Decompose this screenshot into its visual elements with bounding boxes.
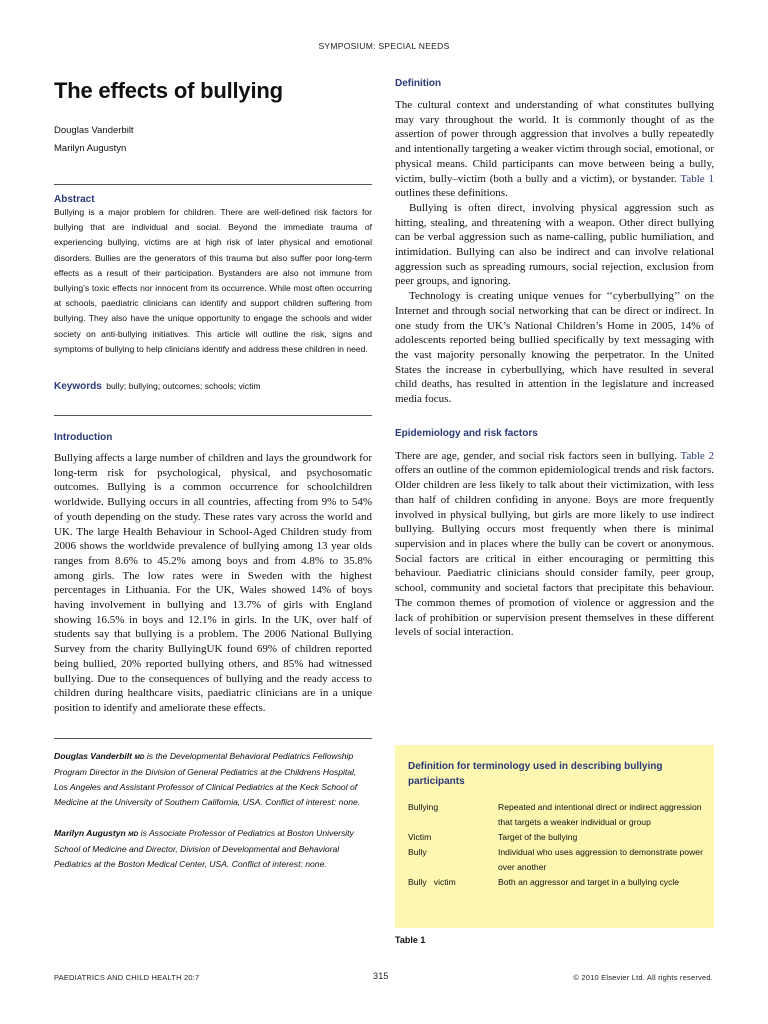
table-row [408, 875, 704, 890]
bio-degree: MD [134, 753, 145, 761]
paragraph: Technology is creating unique venues for ‘‘cyberbullying’’ on the Internet and through social networking that can be direct or indirect. In one study from the UK’s National Children’s Home in 2005, 14% of adolescents reported being bullied specifically by text messaging with the vast majority personally knowing the perpetrator. In the United States the increase in cyberbullying, which have resulted in several child deaths, has resulted in attention in the legislature and increased media focus. [395, 290, 714, 406]
table-term: Bully [408, 847, 427, 857]
table1-link[interactable]: Table 1 [680, 172, 714, 185]
table-row [408, 800, 704, 830]
left-column [54, 74, 372, 872]
table-1 [395, 745, 714, 928]
author-name: Douglas Vanderbilt [54, 125, 134, 136]
author-list [54, 122, 372, 158]
paragraph-text: There are age, gender, and social risk factors seen in bullying. [395, 449, 677, 462]
divider [54, 184, 372, 185]
article-title: The effects of bullying [54, 78, 283, 103]
table-definition: Target of the bullying [498, 832, 578, 842]
definition-heading: Definition [395, 78, 442, 89]
epidemiology-text [395, 449, 714, 640]
paragraph-text: The cultural context and understanding of what constitutes bullying may vary throughout the world. It is commonly thought of as the assertion of power through aggression that involves a bully repeatedly and intentionally targeting a weaker victim through social, emotional, or physical means. Child participants can move between being a bully, victim, bully–victim (both a bully and a victim), or bystander. [395, 99, 714, 185]
footer-copyright: © 2010 Elsevier Ltd. All rights reserved. [573, 973, 713, 982]
author-name: Marilyn Augustyn [54, 143, 127, 154]
bio-text: is Associate Professor of Pediatrics at Boston University School of Medicine and Director, Division of Developmental and Behavioral Pediatrics at the Boston Medical Center, USA. Conflict of interest: none. [54, 827, 354, 869]
paragraph [395, 449, 714, 640]
running-header: SYMPOSIUM: SPECIAL NEEDS [318, 41, 450, 51]
definition-text [395, 98, 714, 407]
bio-name: Douglas Vanderbilt [54, 750, 132, 761]
introduction-heading: Introduction [54, 432, 113, 444]
right-column [395, 74, 714, 640]
table-term: Victim [408, 832, 432, 842]
table-definition: Individual who uses aggression to demonstrate power over another [498, 847, 703, 872]
author-bio [54, 749, 372, 811]
introduction-text: Bullying affects a large number of children and lays the groundwork for long-term risk for psychological, physical, and psychosomatic outcomes. Bullying is a common occurrence for schoolchildren worldwide. Bullying occurs in all countries, affecting from 9% to 54% of youth depending on the study. These rates vary across the world and UK. The large Health Behaviour in School-Aged Children study from 2006 shows the worldwide prevalence of bullying among 13 year olds ranges from 8.6% to 45.2% among boys and from 4.8% to 35.8% among girls. The low rates were in Sweden with the highest percentages in Lithuania. For the UK, Wales showed 14% of boys having involvement in bullying and 13.7% of girls with England showing 16.5% in boys and 12.1% in girls. In the UK, over half of students say that bullying is a problem. The 2006 National Bullying Survey from the charity BullyingUK found 69% of children reported being bullied, 20% reported bullying others, and 85% had witnessed bullying. Due to the consequences of bullying and the ready access to children during healthcare visits, paediatric clinicians are in a unique position to identify and ameliorate these effects. [54, 452, 372, 714]
page-number: 315 [373, 971, 389, 981]
author-bio [54, 826, 372, 873]
abstract-text: Bullying is a major problem for children. There are well-defined risk factors for bullying that are individual and social. Beyond the immediate trauma of experiencing bullying, victims are at high risk of later physical and emotional disorders. Bullies are the generators of this trauma but also suffer poor long-term effects as a result of their participation. Bystanders are also not immune from bullying’s toxic effects nor innocent from its occurrence. While most often occurring at schools, paediatric clinicians can identify and support children suffering from bullying. They also have the unique opportunity to engage the schools and wider society on anti-bullying initiatives. This article will outline the risk, signs and symptoms of bullying to help clinicians identify and address these children in need. [54, 207, 372, 354]
paragraph: Bullying is often direct, involving physical aggression such as hitting, stealing, and threatening with a weapon. Other direct bullying can be verbal aggression such as name-calling, public humiliation, and intimidation. Bullying can also be indirect and can involve relational aggression such as spreading rumours, social rejection, exclusion from peer groups, and ignoring. [395, 201, 714, 288]
epidemiology-heading: Epidemiology and risk factors [395, 427, 538, 439]
divider [54, 738, 372, 739]
paragraph [395, 98, 714, 201]
table-term: Bullying [408, 802, 439, 812]
table2-link[interactable]: Table 2 [680, 449, 714, 462]
table-caption: Table 1 [395, 935, 426, 945]
divider [54, 415, 372, 416]
table-definition: Repeated and intentional direct or indirect aggression that targets a weaker individual or group [498, 802, 702, 827]
table-body [408, 800, 704, 890]
table-term: Bully victim [408, 877, 456, 887]
keywords-label: Keywords [54, 381, 102, 393]
table-row [408, 830, 704, 845]
paragraph-text: outlines these definitions. [395, 187, 508, 200]
table-title: Definition for terminology used in describing bullying participants [408, 761, 663, 787]
footer-journal: PAEDIATRICS AND CHILD HEALTH 20:7 [54, 973, 200, 982]
bio-text: is the Developmental Behavioral Pediatrics Fellowship Program Director in the Division of General Pediatrics at the Childrens Hospital, Los Angeles and Assistant Professor of Clinical Pediatrics at the Keck School of Medicine at the University of Southern California, USA. Conflict of interest: none. [54, 750, 361, 808]
keywords-text: bully; bullying; outcomes; schools; victim [106, 381, 261, 392]
paragraph-text: offers an outline of the common epidemiological trends and risk factors. Older children are less likely to talk about their victimization, with less than half of children confiding in anyone. Boys are more frequently involved in physical bullying, but girls are more likely to use indirect bullying. Bullying occurs most frequently when there is minimal supervision and in places where the bully can be covert or anonymous. Social factors are critical in either encouraging or permitting this behaviour. Paediatric clinicians should consider family, peer group, school, community and societal factors that precipitate this behaviour. The common themes of promotion of violence or aggression and the lack of prohibition or supervision present themselves in these different levels of social interaction. [395, 464, 714, 639]
keywords [54, 376, 372, 394]
table-row [408, 845, 704, 875]
bio-degree: MD [128, 830, 139, 838]
bio-name: Marilyn Augustyn [54, 827, 126, 838]
abstract-heading: Abstract [54, 194, 95, 205]
table-definition: Both an aggressor and target in a bullying cycle [498, 877, 680, 887]
